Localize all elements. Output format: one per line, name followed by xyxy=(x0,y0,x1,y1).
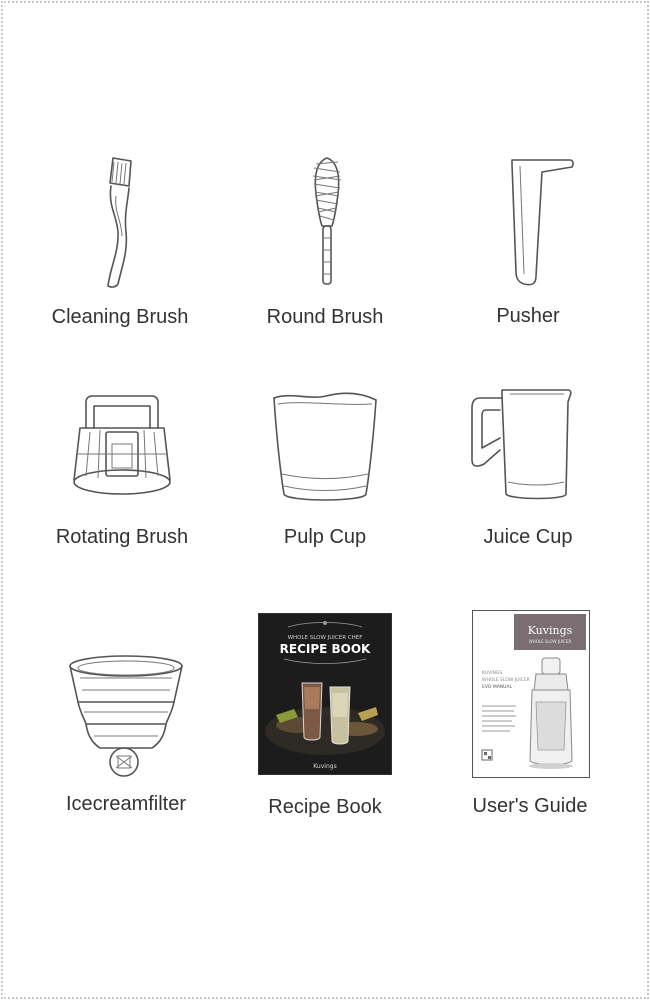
icecream-filter-icon xyxy=(66,654,186,782)
recipe-book-image xyxy=(258,613,392,775)
guide-tagline: WHOLE SLOW JUICER xyxy=(528,639,572,644)
recipe-book-title: RECIPE BOOK xyxy=(279,642,371,656)
item-label: Pulp Cup xyxy=(283,526,367,548)
guide-manual-line3: EVO MANUAL xyxy=(482,685,513,690)
recipe-book-brand: Kuvings xyxy=(313,763,337,770)
item-label: Pusher xyxy=(496,305,560,327)
round-brush-icon xyxy=(302,154,352,290)
guide-manual-line1: KUVINGS xyxy=(482,671,503,676)
pulp-cup-icon xyxy=(270,390,380,506)
item-label: Recipe Book xyxy=(268,796,382,818)
guide-manual-line2: WHOLE SLOW JUICER xyxy=(482,678,530,683)
item-label: Round Brush xyxy=(266,306,384,328)
juice-cup-icon xyxy=(470,386,574,506)
users-guide-image xyxy=(472,610,590,778)
recipe-book-subtitle: WHOLE SLOW JUICER CHEF xyxy=(287,635,363,641)
item-label: Rotating Brush xyxy=(55,526,189,548)
cleaning-brush-icon xyxy=(98,156,142,290)
pusher-icon xyxy=(506,156,576,288)
item-label: Icecreamfilter xyxy=(65,793,187,815)
rotating-brush-icon xyxy=(70,394,174,498)
guide-brand: Kuvings xyxy=(527,624,573,637)
item-label: User's Guide xyxy=(472,795,588,817)
item-label: Juice Cup xyxy=(483,526,573,548)
item-label: Cleaning Brush xyxy=(51,306,189,328)
